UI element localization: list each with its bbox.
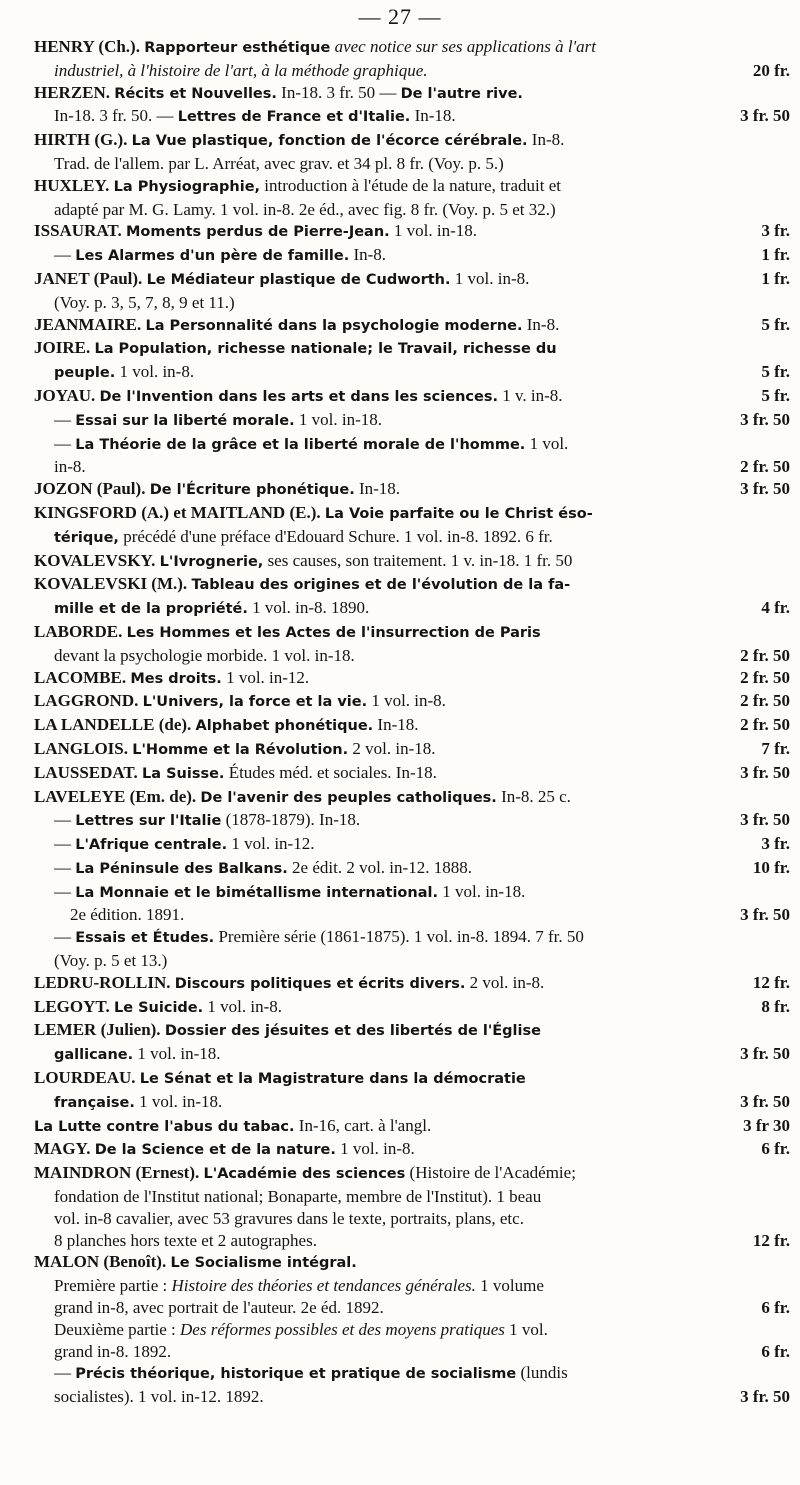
- entry-text: In-18. 3 fr. 50 —: [276, 82, 401, 102]
- catalogue-line: [34, 550, 790, 574]
- catalogue-line: [34, 153, 790, 175]
- catalogue-line: [34, 786, 790, 810]
- entry-text: introduction à l'étude de la nature, traduit et: [260, 175, 561, 195]
- book-title: L'Académie des sciences: [203, 1166, 406, 1183]
- book-title: De la Science et de la nature.: [94, 1142, 336, 1159]
- catalogue-line: [34, 220, 790, 244]
- entry-text: devant la psychologie morbide. 1 vol. in-18.: [54, 645, 355, 665]
- catalogue-line: [34, 833, 790, 857]
- catalogue-line: [34, 1251, 790, 1275]
- author-name: JOYAU.: [34, 385, 100, 405]
- catalogue-line: [34, 1186, 790, 1208]
- author-name: HIRTH (G.).: [34, 130, 132, 150]
- price: 6 fr.: [761, 1341, 790, 1361]
- price: 5 fr.: [761, 385, 790, 405]
- entry-text: In-18.: [410, 106, 456, 126]
- catalogue-line: [34, 175, 790, 199]
- book-title: L'Afrique centrale.: [75, 837, 228, 854]
- entry-text: Première partie :: [54, 1276, 172, 1296]
- price: 12 fr.: [752, 972, 790, 992]
- price: 5 fr.: [761, 362, 790, 382]
- catalogue-line: [34, 1230, 790, 1252]
- book-title: Essai sur la liberté morale.: [75, 412, 295, 429]
- book-title: La Lutte contre l'abus du tabac.: [34, 1118, 295, 1135]
- price: 3 fr. 50: [740, 409, 790, 429]
- price: 3 fr. 50: [740, 905, 790, 925]
- entry-text: In-18.: [354, 479, 401, 499]
- book-title: La Voie parfaite ou le Christ éso-: [324, 505, 593, 522]
- author-name: ISSAURAT.: [34, 221, 126, 241]
- book-title: Alphabet phonétique.: [195, 718, 374, 735]
- entry-text: —: [54, 810, 76, 830]
- entry-text: in-8.: [54, 457, 86, 477]
- author-name: LAUSSEDAT.: [34, 762, 143, 782]
- italic-text: Histoire des théories et tendances générales.: [171, 1276, 476, 1296]
- book-title: La Monnaie et le bimétallisme international.: [75, 884, 438, 901]
- book-title: Les Alarmes d'un père de famille.: [75, 248, 350, 265]
- catalogue-line: [34, 105, 790, 129]
- entry-text: 1 vol. in-18.: [294, 409, 382, 429]
- entry-text: 1 v. in-8.: [497, 385, 563, 405]
- price: 6 fr.: [761, 1298, 790, 1318]
- entry-text: In-8.: [527, 130, 565, 150]
- entry-text: 1 vol. in-18.: [437, 881, 526, 901]
- catalogue-line: [34, 199, 790, 221]
- entry-text: Première série (1861-1875). 1 vol. in-8. 1894. 7 fr. 50: [214, 927, 584, 947]
- entry-text: 1 vol. in-18.: [389, 221, 478, 241]
- entry-text: 1 vol. in-18.: [134, 1091, 223, 1111]
- author-name: KINGSFORD (A.) et MAITLAND (E.).: [34, 502, 325, 522]
- book-title: La Suisse.: [142, 765, 225, 782]
- catalogue-line: [34, 972, 790, 996]
- book-title: gallicane.: [54, 1047, 134, 1064]
- entry-text: 1 vol. in-8.: [203, 996, 282, 1016]
- author-name: LABORDE.: [34, 621, 127, 641]
- price: 4 fr.: [761, 598, 790, 618]
- catalogue-line: [34, 597, 790, 621]
- entry-text: —: [54, 881, 76, 901]
- catalogue-line: [34, 1138, 790, 1162]
- catalogue-line: [34, 478, 790, 502]
- author-name: HUXLEY.: [34, 175, 114, 195]
- author-name: MAINDRON (Ernest).: [34, 1163, 204, 1183]
- price: 7 fr.: [761, 738, 790, 758]
- book-title: mille et de la propriété.: [54, 601, 248, 618]
- book-title: Dossier des jésuites et des libertés de l'Église: [164, 1023, 541, 1040]
- catalogue-line: [34, 1275, 790, 1297]
- book-title: Les Hommes et les Actes de l'insurrection de Paris: [126, 624, 541, 641]
- entry-text: 1 vol. in-8.: [450, 268, 530, 288]
- catalogue-line: [34, 526, 790, 550]
- book-title: Récits et Nouvelles.: [114, 85, 277, 102]
- price: 3 fr. 50: [740, 762, 790, 782]
- entry-text: 2 vol. in-18.: [348, 738, 436, 758]
- entry-text: —: [54, 245, 76, 265]
- catalogue-line: [34, 950, 790, 972]
- entry-text: 1 vol.: [525, 433, 569, 453]
- price: 2 fr. 50: [740, 667, 790, 687]
- catalogue-line: [34, 292, 790, 314]
- entry-text: (1878-1879). In-18.: [221, 810, 361, 830]
- price: 10 fr.: [752, 857, 790, 877]
- entry-text: In-16, cart. à l'angl.: [294, 1115, 432, 1135]
- price: 20 fr.: [752, 60, 790, 80]
- entry-text: 2e édit. 2 vol. in-12. 1888.: [287, 857, 472, 877]
- price: 8 fr.: [761, 996, 790, 1016]
- italic-text: Des réformes possibles et des moyens pratiques: [180, 1319, 505, 1339]
- catalogue-line: [34, 1341, 790, 1363]
- entry-text: —: [54, 834, 76, 854]
- price: 3 fr. 50: [740, 479, 790, 499]
- author-name: MAGY.: [34, 1139, 95, 1159]
- book-title: Tableau des origines et de l'évolution de la fa-: [191, 577, 571, 594]
- entry-text: —: [54, 433, 76, 453]
- book-title: Rapporteur esthétique: [144, 40, 331, 56]
- price: 3 fr. 50: [740, 1091, 790, 1111]
- author-name: HERZEN.: [34, 82, 115, 102]
- entry-text: grand in-8. 1892.: [54, 1341, 172, 1361]
- author-name: JOZON (Paul).: [34, 479, 150, 499]
- catalogue-line: [34, 621, 790, 645]
- book-title: Précis théorique, historique et pratique de socialisme: [75, 1366, 517, 1383]
- author-name: LACOMBE.: [34, 667, 131, 687]
- catalogue-line: [34, 904, 790, 926]
- catalogue-line: [34, 690, 790, 714]
- price: 5 fr.: [761, 314, 790, 334]
- author-name: LA LANDELLE (de).: [34, 715, 196, 735]
- catalogue-line: [34, 573, 790, 597]
- entry-text: In-18. 3 fr. 50. —: [54, 106, 178, 126]
- catalogue-line: [34, 244, 790, 268]
- catalogue-line: [34, 385, 790, 409]
- entry-text: —: [54, 1363, 76, 1383]
- book-title: La Physiographie,: [113, 178, 261, 195]
- author-name: KOVALEVSKY.: [34, 550, 160, 570]
- book-title: Moments perdus de Pierre-Jean.: [125, 224, 390, 241]
- catalogue-line: [34, 129, 790, 153]
- book-title: Le Sénat et la Magistrature dans la démocratie: [139, 1071, 526, 1088]
- book-title: L'Univers, la force et la vie.: [142, 694, 368, 711]
- entry-text: 1 vol. in-12.: [227, 834, 315, 854]
- author-name: MALON (Benoît).: [34, 1252, 171, 1272]
- catalogue-line: [34, 60, 790, 82]
- catalogue-line: [34, 809, 790, 833]
- catalogue-line: [34, 1319, 790, 1341]
- author-name: KOVALEVSKI (M.).: [34, 574, 192, 594]
- entry-text: 1 vol.: [504, 1319, 548, 1339]
- entry-text: —: [54, 409, 76, 429]
- entry-text: 2e édition. 1891.: [70, 905, 185, 925]
- author-name: LEDRU-ROLLIN.: [34, 972, 175, 992]
- book-title: La Vue plastique, fonction de l'écorce cérébrale.: [131, 133, 528, 150]
- book-title: Le Socialisme intégral.: [170, 1255, 357, 1272]
- book-title: La Personnalité dans la psychologie moderne.: [145, 317, 523, 334]
- catalogue-line: [34, 645, 790, 667]
- author-name: LAVELEYE (Em. de).: [34, 786, 201, 806]
- catalogue-line: [34, 361, 790, 385]
- catalogue-line: [34, 1115, 790, 1139]
- book-title: Le Suicide.: [113, 999, 204, 1016]
- book-title: La Théorie de la grâce et la liberté morale de l'homme.: [75, 436, 526, 453]
- entry-text: 2 vol. in-8.: [465, 972, 545, 992]
- book-title: Lettres de France et d'Italie.: [177, 109, 411, 126]
- catalogue-line: [34, 857, 790, 881]
- entry-text: socialistes). 1 vol. in-12. 1892.: [54, 1387, 264, 1407]
- book-title: La Péninsule des Balkans.: [75, 860, 288, 877]
- price: 2 fr. 50: [740, 645, 790, 665]
- book-title: La Population, richesse nationale; le Travail, richesse du: [94, 341, 557, 358]
- catalogue-line: [34, 996, 790, 1020]
- book-title: De l'Écriture phonétique.: [149, 482, 355, 499]
- price: 3 fr. 50: [740, 810, 790, 830]
- book-title: L'Ivrognerie,: [159, 553, 264, 570]
- price: 3 fr. 50: [740, 106, 790, 126]
- entry-text: In-18.: [373, 715, 419, 735]
- entry-text: Trad. de l'allem. par L. Arréat, avec grav. et 34 pl. 8 fr. (Voy. p. 5.): [54, 153, 504, 173]
- entry-text: 1 vol. in-8.: [115, 362, 195, 382]
- author-name: HENRY (Ch.).: [34, 37, 145, 56]
- price: 1 fr.: [761, 268, 790, 288]
- entry-text: vol. in-8 cavalier, avec 53 gravures dans le texte, portraits, plans, etc.: [54, 1208, 524, 1228]
- catalogue-line: [34, 714, 790, 738]
- catalogue-line: [34, 502, 790, 526]
- entry-text: 1 vol. in-18.: [133, 1044, 221, 1064]
- entry-text: (Voy. p. 3, 5, 7, 8, 9 et 11.): [54, 292, 235, 312]
- catalogue-line: [34, 926, 790, 950]
- book-title: L'Homme et la Révolution.: [132, 741, 349, 758]
- entry-text: 1 vol. in-8.: [335, 1139, 415, 1159]
- catalogue-line: [34, 1362, 790, 1386]
- book-title: Discours politiques et écrits divers.: [174, 975, 466, 992]
- book-title: peuple.: [54, 365, 116, 382]
- catalogue-line: [34, 1091, 790, 1115]
- catalogue-line: [34, 82, 790, 106]
- entry-text: —: [54, 857, 76, 877]
- book-title: Lettres sur l'Italie: [75, 813, 222, 830]
- author-name: LOURDEAU.: [34, 1068, 140, 1088]
- entry-text: In-8.: [349, 245, 387, 265]
- price: 12 fr.: [752, 1230, 790, 1250]
- catalogue-line: [34, 881, 790, 905]
- catalogue-line: [34, 762, 790, 786]
- entry-text: 1 vol. in-8.: [367, 691, 446, 711]
- price: 6 fr.: [761, 1139, 790, 1159]
- catalogue-line: [34, 1043, 790, 1067]
- author-name: JANET (Paul).: [34, 268, 147, 288]
- price: 2 fr. 50: [740, 715, 790, 735]
- catalogue-line: [34, 738, 790, 762]
- book-title: De l'avenir des peuples catholiques.: [200, 789, 497, 806]
- entry-text: In-8.: [522, 314, 560, 334]
- catalogue-line: [34, 36, 790, 60]
- catalogue-line: [34, 667, 790, 691]
- catalogue-line: [34, 1208, 790, 1230]
- author-name: LEMER (Julien).: [34, 1020, 165, 1040]
- book-title: De l'Invention dans les arts et dans les sciences.: [99, 388, 498, 405]
- catalogue-list: [34, 36, 790, 1408]
- entry-text: (Voy. p. 5 et 13.): [54, 951, 168, 971]
- catalogue-line: [34, 1067, 790, 1091]
- book-title: De l'autre rive.: [400, 85, 523, 102]
- price: 3 fr 30: [743, 1115, 790, 1135]
- book-title: térique,: [54, 529, 119, 546]
- catalogue-line: [34, 1162, 790, 1186]
- entry-text: fondation de l'Institut national; Bonaparte, membre de l'Institut). 1 beau: [54, 1187, 542, 1207]
- entry-text: grand in-8, avec portrait de l'auteur. 2e éd. 1892.: [54, 1298, 384, 1318]
- price: 3 fr.: [761, 221, 790, 241]
- price: 3 fr. 50: [740, 1387, 790, 1407]
- entry-text: ses causes, son traitement. 1 v. in-18. 1 fr. 50: [263, 550, 573, 570]
- catalogue-line: [34, 337, 790, 361]
- entry-text: (lundis: [516, 1363, 568, 1383]
- catalogue-line: [34, 409, 790, 433]
- page-number: — 27 —: [358, 4, 442, 29]
- italic-text: industriel, à l'histoire de l'art, à la méthode graphique.: [54, 60, 428, 80]
- book-title: française.: [54, 1094, 135, 1111]
- author-name: JEANMAIRE.: [34, 314, 146, 334]
- author-name: LAGGROND.: [34, 691, 143, 711]
- price: 2 fr. 50: [740, 457, 790, 477]
- catalogue-line: [34, 433, 790, 457]
- book-title: Mes droits.: [130, 670, 222, 687]
- entry-text: 8 planches hors texte et 2 autographes.: [54, 1230, 317, 1250]
- entry-text: —: [54, 927, 76, 947]
- entry-text: 1 vol. in-8. 1890.: [247, 598, 370, 618]
- entry-text: adapté par M. G. Lamy. 1 vol. in-8. 2e éd., avec fig. 8 fr. (Voy. p. 5 et 32.): [54, 199, 556, 219]
- catalogue-line: [34, 314, 790, 338]
- catalogue-line: [34, 268, 790, 292]
- author-name: LEGOYT.: [34, 996, 114, 1016]
- author-name: JOIRE.: [34, 338, 95, 358]
- book-title: Le Médiateur plastique de Cudworth.: [146, 271, 451, 288]
- price: 3 fr. 50: [740, 1044, 790, 1064]
- book-title: Essais et Études.: [75, 930, 215, 947]
- entry-text: 1 volume: [475, 1276, 544, 1296]
- catalogue-line: [34, 456, 790, 478]
- catalogue-line: [34, 1386, 790, 1408]
- catalogue-line: [34, 1019, 790, 1043]
- entry-text: Deuxième partie :: [54, 1319, 181, 1339]
- entry-text: (Histoire de l'Académie;: [405, 1163, 576, 1183]
- italic-text: avec notice sur ses applications à l'art: [330, 37, 597, 56]
- entry-text: In-8. 25 c.: [496, 786, 571, 806]
- entry-text: précédé d'une préface d'Edouard Schure. 1 vol. in-8. 1892. 6 fr.: [118, 526, 553, 546]
- author-name: LANGLOIS.: [34, 738, 133, 758]
- entry-text: Études méd. et sociales. In-18.: [224, 762, 437, 782]
- catalogue-line: [34, 1297, 790, 1319]
- price: 2 fr. 50: [740, 691, 790, 711]
- entry-text: 1 vol. in-12.: [221, 667, 310, 687]
- price: 3 fr.: [761, 834, 790, 854]
- price: 1 fr.: [761, 245, 790, 265]
